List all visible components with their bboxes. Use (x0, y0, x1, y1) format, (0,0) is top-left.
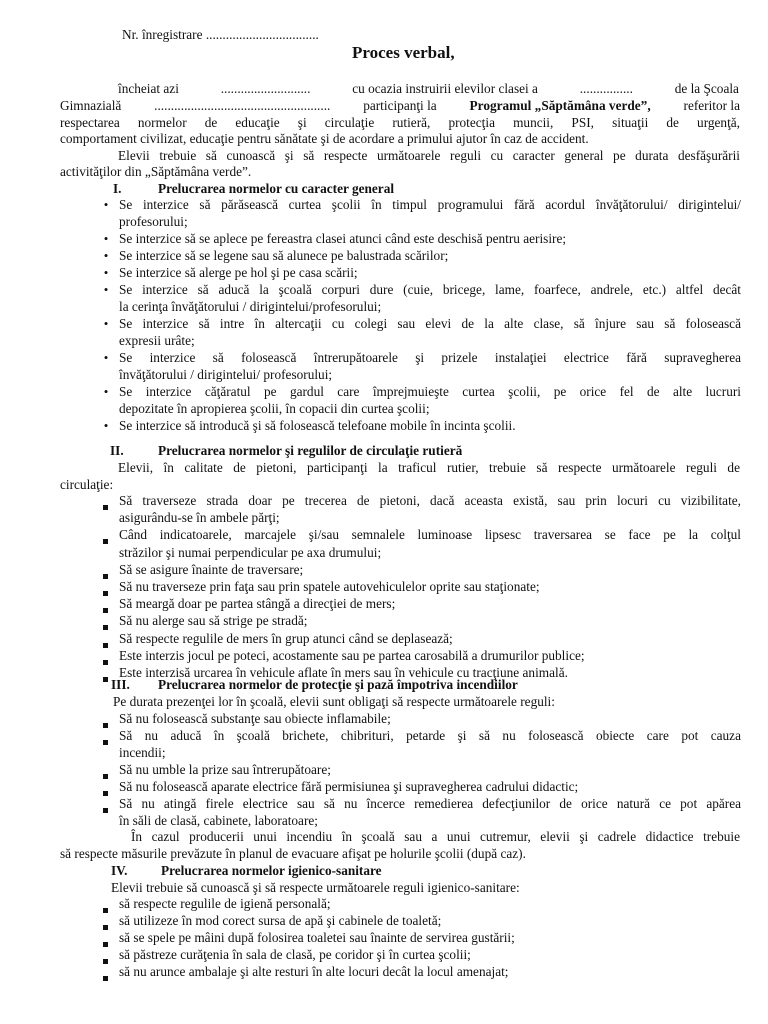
square-bullet-icon (99, 935, 111, 952)
list-item-line: Să nu umble la prize sau întrerupătoare; (119, 762, 331, 777)
square-bullet-icon (99, 918, 111, 935)
list-item-line: Se interzice căţăratul pe gardul care împrejmuieşte curtea şcolii, pe orice fel de alte lucruri (119, 384, 741, 399)
intro-text: Gimnazială (60, 98, 122, 113)
list-item-line: să respecte regulile de igienă personală; (119, 896, 331, 911)
list-item-line: depozitate în apropierea şcolii, în copacii din curtea şcolii; (119, 401, 430, 416)
section-1-heading: Prelucrarea normelor cu caracter general (158, 181, 395, 196)
round-bullet-icon: • (103, 231, 109, 246)
square-bullet-icon (99, 636, 111, 653)
list-item-line: Să meargă doar pe partea stângă a direcţiei de mers; (119, 596, 396, 612)
list-item-line: Se interzice să părăsească curtea şcolii în timpul programului fără acordul învăţătorului/ dirigintelui/ (119, 197, 741, 212)
list-item-line: străzilor şi numai perpendicular pe axa drumului; (119, 544, 382, 560)
list-item-line: Să nu traverseze prin faţa sau prin spatele autovehiculelor oprite sau staţionate; (119, 579, 540, 594)
blank-class: ................ (579, 81, 633, 96)
list-item-line: Să nu atingă firele electrice sau să nu încerce remedierea defecţiunilor de orice natură ce pot apărea (119, 796, 741, 811)
intro-line-1 (118, 81, 739, 98)
list-item-line: Se interzice să se aplece pe fereastra clasei atunci când este deschisă pentru aerisire; (119, 231, 567, 246)
list-item-line: Se interzice să intre în altercaţii cu colegi sau elevi de la alte clase, să înjure sau să folosească (119, 316, 741, 331)
square-bullet-icon (99, 767, 111, 784)
square-bullet-icon (99, 969, 111, 986)
square-bullet-icon (99, 498, 111, 515)
list-item-line: Când indicatoarele, marcajele şi/sau semnalele luminoase lipsesc traversarea se face pe la colţul (119, 527, 741, 543)
list-item-line: la cerinţa învăţătorului / dirigintelui/profesorului; (119, 299, 382, 314)
list-item-line: Se interzice să introducă şi să folosească telefoane mobile în incinta şcolii. (119, 418, 516, 433)
list-item-line: învăţătorului / dirigintelui/ profesorului; (119, 367, 333, 382)
square-bullet-icon (99, 567, 111, 584)
round-bullet-icon: • (103, 265, 109, 280)
list-item-line: Este interzisă urcarea în vehicule aflate în mers sau în vehicule cu tracţiune animală. (119, 665, 568, 680)
square-bullet-icon (99, 716, 111, 733)
list-item-line: Se interzice să se legene sau să alunece pe balustrada scărilor; (119, 248, 449, 263)
square-bullet-icon (99, 670, 111, 687)
blank-school: ..................................................... (154, 98, 331, 113)
intro-line-4: comportament civilizat, educaţie pentru sănătate şi de acordare a primului ajutor în caz de accident. (60, 131, 589, 146)
section-2-number: II. (110, 443, 124, 458)
list-item-line: Să se asigure înainte de traversare; (119, 561, 304, 577)
list-item-line: Să nu folosească substanţe sau obiecte inflamabile; (119, 711, 391, 726)
section-4-number: IV. (111, 863, 128, 878)
list-item-line: Este interzis jocul pe poteci, acostamente sau pe partea carosabilă a drumurilor publice; (119, 647, 585, 663)
list-item-line: Se interzice să aducă la şcoală corpuri dure (cuie, bricege, lame, foarfece, andrele, etc.) altfel decât (119, 282, 741, 297)
section-2-intro-line-2: circulaţie: (60, 477, 114, 492)
intro-text: de la Şcoala (674, 81, 739, 96)
section-4-heading: Prelucrarea normelor igienico-sanitare (161, 863, 382, 878)
round-bullet-icon: • (103, 248, 109, 263)
section-2-heading: Prelucrarea normelor şi regulilor de circulaţie rutieră (158, 443, 463, 458)
intro-text: participanţi la (363, 98, 437, 113)
round-bullet-icon: • (103, 384, 109, 399)
square-bullet-icon (99, 601, 111, 618)
list-item-line: expresii urâte; (119, 333, 195, 348)
square-bullet-icon (99, 801, 111, 818)
section-3-intro: Pe durata prezenţei lor în şcoală, elevii sunt obligaţi să respecte următoarele reguli: (113, 694, 555, 709)
list-item-line: Se interzice să alerge pe hol şi pe casa scării; (119, 265, 358, 280)
list-item-line: profesorului; (119, 214, 188, 229)
list-item-line: Să nu folosească aparate electrice fără permisiunea şi supravegherea cadrului didactic; (119, 779, 579, 794)
section-3-number: III. (111, 677, 130, 692)
section-4-intro: Elevii trebuie să cunoască şi să respecte următoarele reguli igienico-sanitare: (111, 880, 520, 895)
intro-text: cu ocazia instruirii elevilor clasei a (352, 81, 538, 96)
registration-number: Nr. înregistrare .................................. (122, 27, 319, 42)
list-item-line: Să traverseze strada doar pe trecerea de pietoni, dacă aceasta există, sau prin locuri cu vizibilitate, (119, 493, 741, 508)
section-3-outro-line-1: În cazul producerii unui incendiu în şcoală sau a unui cutremur, elevii şi cadrele didactice trebuie (131, 829, 740, 844)
section-2-intro-line-1: Elevii, în calitate de pietoni, participanţi la traficul rutier, trebuie să respecte următoarele reguli de (118, 460, 740, 475)
intro-text: referitor la (683, 98, 740, 113)
intro-text: încheiat azi (118, 81, 179, 96)
section-3-outro-line-2: să respecte măsurile prevăzute în planul de evacuare afişat pe holurile şcolii (după caz). (60, 846, 526, 861)
round-bullet-icon: • (103, 197, 109, 212)
section-3-heading: Prelucrarea normelor de protecţie şi pază împotriva incendiilor (158, 677, 518, 692)
blank-date: ........................... (220, 81, 311, 96)
section-1-number: I. (113, 181, 122, 196)
square-bullet-icon (99, 901, 111, 918)
list-item-line: să păstreze curăţenia în sala de clasă, pe coridor şi în curtea şcolii; (119, 947, 471, 962)
list-item-line: în săli de clasă, cabinete, laboratoare; (119, 813, 318, 828)
round-bullet-icon: • (103, 282, 109, 297)
round-bullet-icon: • (103, 316, 109, 331)
list-item-line: Se interzice să folosească întrerupătoarele şi prizele instalaţiei electrice fără supravegherea (119, 350, 741, 365)
intro-line-5: Elevii trebuie să cunoască şi să respecte următoarele reguli cu caracter general pe durata desfăşurării (118, 148, 740, 163)
square-bullet-icon (99, 618, 111, 635)
list-item-line: incendii; (119, 745, 166, 760)
list-item-line: să nu arunce ambalaje şi alte resturi în alte locuri decât la locul amenajat; (119, 964, 509, 979)
square-bullet-icon (99, 584, 111, 601)
intro-line-2 (60, 98, 740, 115)
intro-line-3: respectarea normelor de educaţie şi circulaţie rutieră, protecţia muncii, PSI, situaţii de urgenţă, (60, 115, 740, 130)
square-bullet-icon (99, 653, 111, 670)
square-bullet-icon (99, 784, 111, 801)
list-item-line: Să respecte regulile de mers în grup atunci când se deplasează; (119, 630, 453, 646)
page-title: Proces verbal, (352, 43, 455, 62)
square-bullet-icon (99, 952, 111, 969)
list-item-line: asigurându-se în ambele părţi; (119, 510, 280, 526)
list-item-line: Să nu aducă în şcoală brichete, chibrituri, petarde şi să nu folosească obiecte care pot cauza (119, 728, 741, 743)
program-name: Programul „Săptămâna verde”, (469, 98, 651, 113)
square-bullet-icon (99, 532, 111, 549)
list-item-line: să utilizeze în mod corect sursa de apă şi cabinele de toaletă; (119, 913, 442, 928)
list-item-line: să se spele pe mâini după folosirea toaletei sau înainte de servirea gustării; (119, 930, 515, 945)
square-bullet-icon (99, 733, 111, 750)
round-bullet-icon: • (103, 418, 109, 433)
list-item-line: Să nu alerge sau să strige pe stradă; (119, 613, 308, 629)
intro-line-6: activităţilor din „Săptămâna verde”. (60, 164, 252, 179)
round-bullet-icon: • (103, 350, 109, 365)
